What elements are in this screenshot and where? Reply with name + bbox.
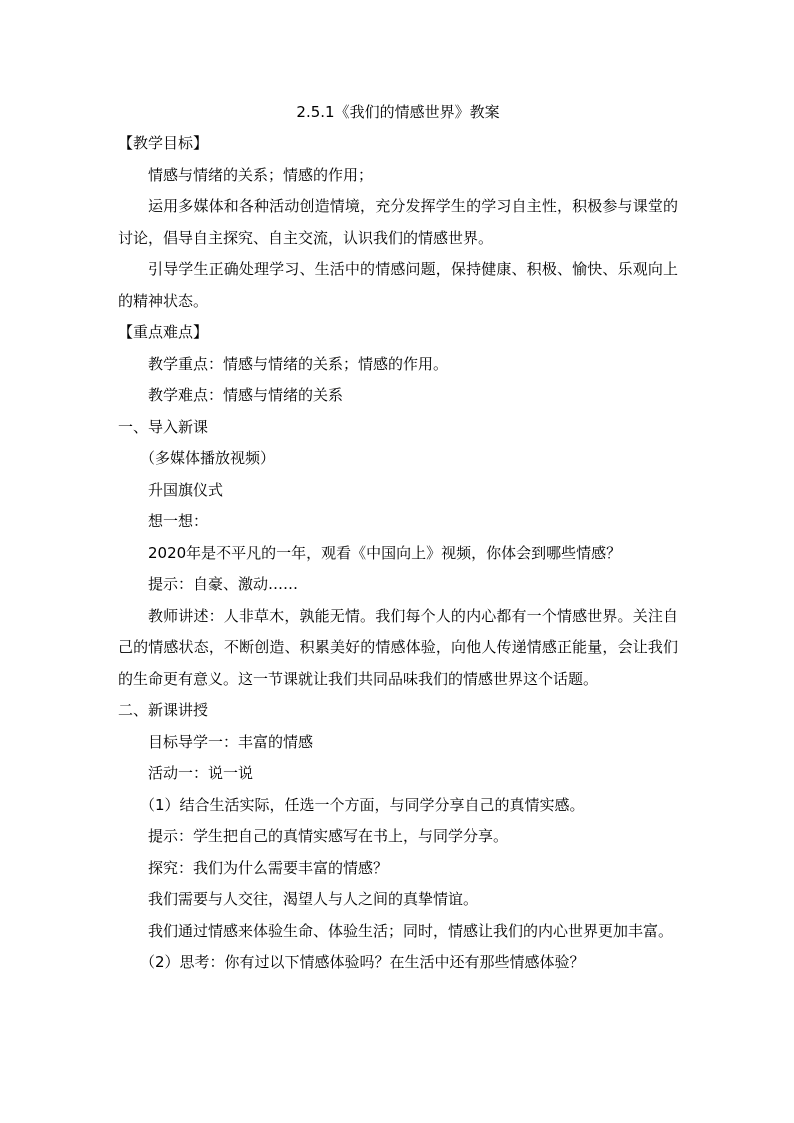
- s2-explore: 探究：我们为什么需要丰富的情感？: [148, 858, 389, 877]
- s2-task-1: （1）结合生活实际，任选一个方面，与同学分享自己的真情实感。: [140, 795, 585, 814]
- s1-hint: 提示：自豪、激动……: [148, 575, 299, 593]
- s1-teacher-talk: 教师讲述：人非草木，孰能无情。我们每个人的内心都有一个情感世界。关注自己的情感状态，不断创造、积累美好的情感体验，向他人传递情感正能量，会让我们的生命更有意义。这一节课就让我们共同品味我们的情感世界这个话题。: [118, 606, 678, 688]
- document-title: 2.5.1《我们的情感世界》教案: [296, 103, 500, 121]
- s2-answer-2: 我们通过情感来体验生命、体验生活；同时，情感让我们的内心世界更加丰富。: [148, 921, 674, 940]
- key-point: 教学重点：情感与情绪的关系；情感的作用。: [148, 354, 449, 373]
- s1-think: 想一想：: [148, 512, 209, 530]
- section-1-heading: 一、导入新课: [118, 417, 209, 436]
- s2-answer-1: 我们需要与人交往，渴望人与人之间的真挚情谊。: [148, 890, 479, 908]
- section-2-heading: 二、新课讲授: [118, 701, 209, 719]
- s2-task-2: （2）思考：你有过以下情感体验吗？在生活中还有那些情感体验？: [140, 953, 585, 971]
- goal-1: 情感与情绪的关系；情感的作用；: [148, 165, 374, 184]
- heading-key-points: 【重点难点】: [118, 323, 209, 341]
- document-page: [118, 96, 678, 979]
- s2-target: 目标导学一：丰富的情感: [148, 732, 314, 751]
- s1-media-note: （多媒体播放视频）: [140, 449, 276, 467]
- s2-activity: 活动一：说一说: [148, 764, 254, 782]
- s1-video: 升国旗仪式: [148, 480, 224, 499]
- heading-teaching-goals: 【教学目标】: [118, 134, 209, 152]
- goal-3: 引导学生正确处理学习、生活中的情感问题，保持健康、积极、愉快、乐观向上的精神状态。: [118, 260, 678, 310]
- s1-question: 2020年是不平凡的一年，观看《中国向上》视频，你体会到哪些情感？: [148, 543, 622, 562]
- goal-2: 运用多媒体和各种活动创造情境，充分发挥学生的学习自主性，积极参与课堂的讨论，倡导自主探究、自主交流，认识我们的情感世界。: [118, 197, 678, 247]
- s2-hint: 提示：学生把自己的真情实感写在书上，与同学分享。: [148, 827, 509, 845]
- difficulty-point: 教学难点：情感与情绪的关系: [148, 386, 344, 404]
